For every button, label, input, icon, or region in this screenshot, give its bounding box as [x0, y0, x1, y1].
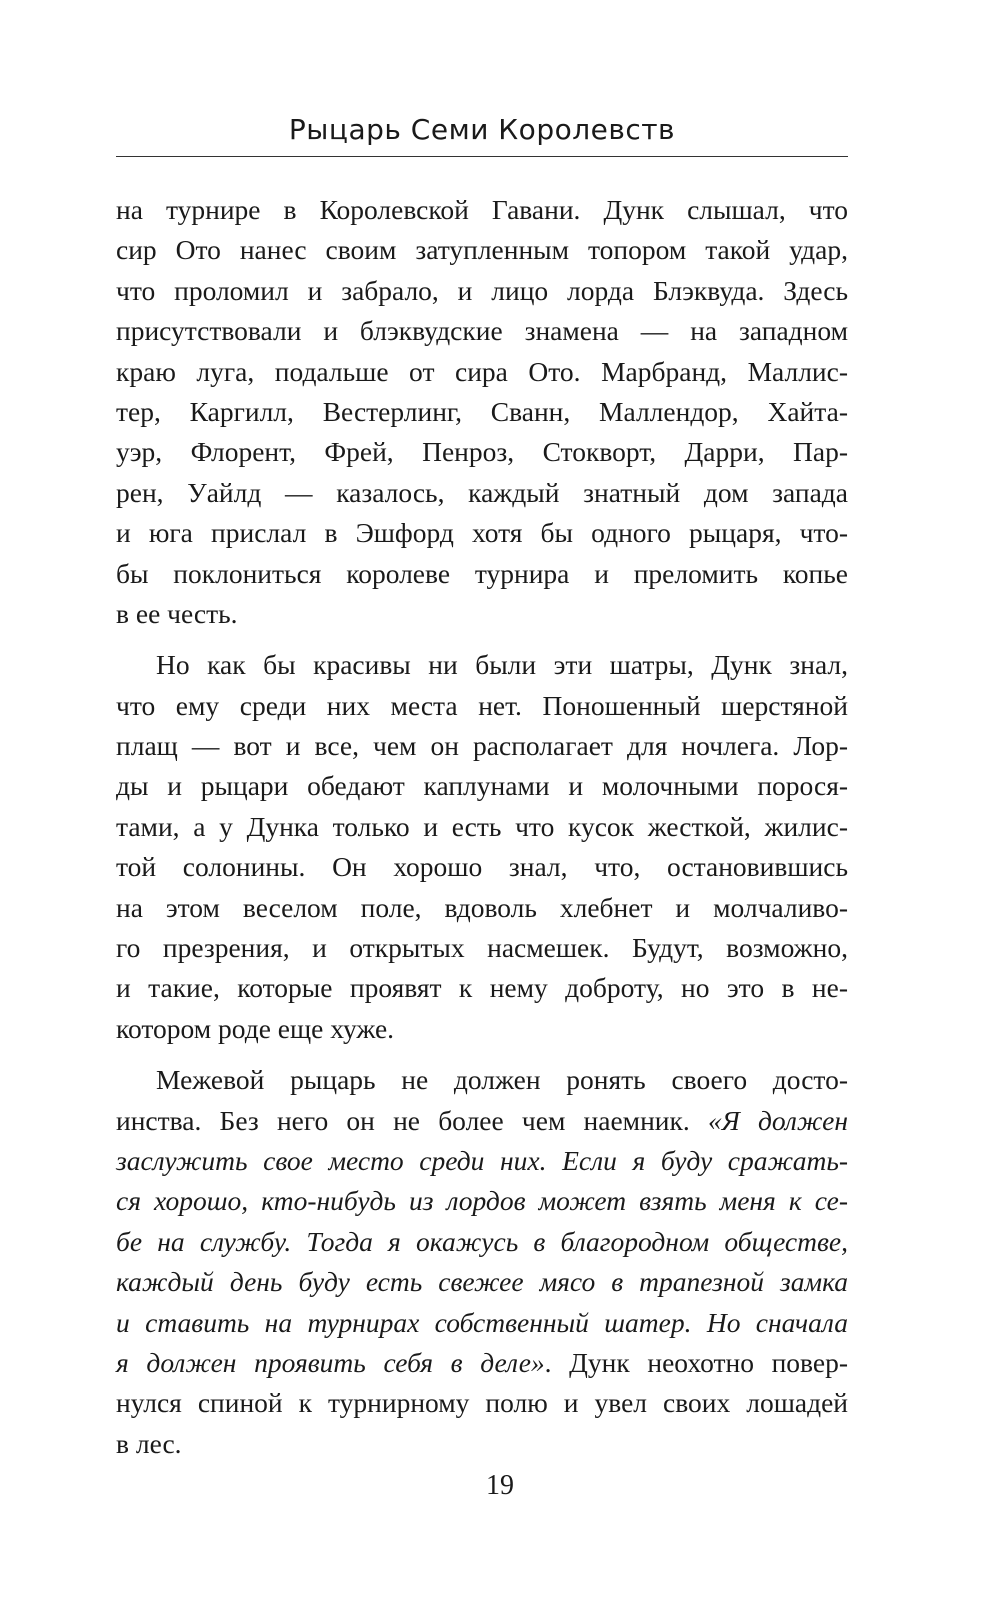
text-line: [116, 1343, 848, 1383]
text-line: бы поклониться королеве турнира и преломить копье: [116, 557, 848, 589]
text-line: и такие, которые проявят к нему доброту, но это в не-: [116, 972, 848, 1004]
text-line: в ее честь.: [116, 597, 238, 629]
text-line: Межевой рыцарь не должен ронять своего досто-: [156, 1064, 848, 1096]
text-run: инства. Без него он не более чем наемник.: [116, 1104, 708, 1136]
text-line: уэр, Флорент, Фрей, Пенроз, Стокворт, Дарри, Пар-: [116, 436, 848, 468]
text-line: тер, Каргилл, Вестерлинг, Сванн, Маллендор, Хайта-: [116, 395, 848, 427]
text-line: в лес.: [116, 1427, 182, 1459]
body-text: [116, 190, 848, 1464]
text-line: Но как бы красивы ни были эти шатры, Дунк знал,: [156, 649, 848, 681]
text-line: го презрения, и открытых насмешек. Будут, возможно,: [116, 932, 848, 964]
text-line: что проломил и забрало, и лицо лорда Блэквуда. Здесь: [116, 274, 848, 306]
running-title: Рыцарь Семи Королевств: [288, 113, 676, 146]
italic-quote-line: и ставить на турнирах собственный шатер. Но сначала: [116, 1306, 848, 1338]
paragraph: [116, 190, 848, 634]
text-line: что ему среди них места нет. Поношенный шерстяной: [116, 689, 848, 721]
text-run: . Дунк неохотно повер-: [544, 1346, 848, 1378]
paragraph: [116, 1060, 848, 1464]
text-line: и юга прислал в Эшфорд хотя бы одного рыцаря, что-: [116, 517, 848, 549]
text-line: на турнире в Королевской Гавани. Дунк слышал, что: [116, 194, 848, 225]
text-line: на этом веселом поле, вдоволь хлебнет и молчаливо-: [116, 891, 848, 923]
text-line: той солонины. Он хорошо знал, что, остановившись: [116, 851, 848, 883]
italic-quote-line: каждый день буду есть свежее мясо в трапезной замка: [116, 1266, 848, 1298]
text-line: рен, Уайлд — казалось, каждый знатный дом запада: [116, 476, 848, 508]
italic-quote-run: я должен проявить себя в деле»: [116, 1346, 545, 1378]
text-line: тами, а у Дунка только и есть что кусок жесткой, жилис-: [116, 810, 848, 842]
paragraph: [116, 645, 848, 1049]
text-line: ды и рыцари обедают каплунами и молочными порося-: [116, 770, 848, 802]
text-line: сир Ото нанес своим затупленным топором такой удар,: [116, 234, 848, 266]
italic-quote-line: ся хорошо, кто-нибудь из лордов может взять меня к се-: [116, 1185, 848, 1217]
header-rule: [116, 156, 848, 157]
italic-quote-line: бе на службу. Тогда я окажусь в благородном обществе,: [116, 1225, 848, 1257]
italic-quote-line: заслужить свое место среди них. Если я буду сражать-: [116, 1144, 848, 1176]
page-number: 19: [486, 1470, 514, 1501]
text-line: присутствовали и блэквудские знамена — на западном: [116, 315, 848, 347]
text-line: краю луга, подальше от сира Ото. Марбранд, Маллис-: [116, 355, 848, 387]
italic-quote-run: «Я должен: [707, 1104, 848, 1136]
text-line: [116, 1101, 848, 1141]
text-line: котором роде еще хуже.: [116, 1012, 395, 1044]
text-line: нулся спиной к турнирному полю и увел своих лошадей: [116, 1387, 848, 1419]
text-line: плащ — вот и все, чем он располагает для ночлега. Лор-: [116, 730, 848, 762]
